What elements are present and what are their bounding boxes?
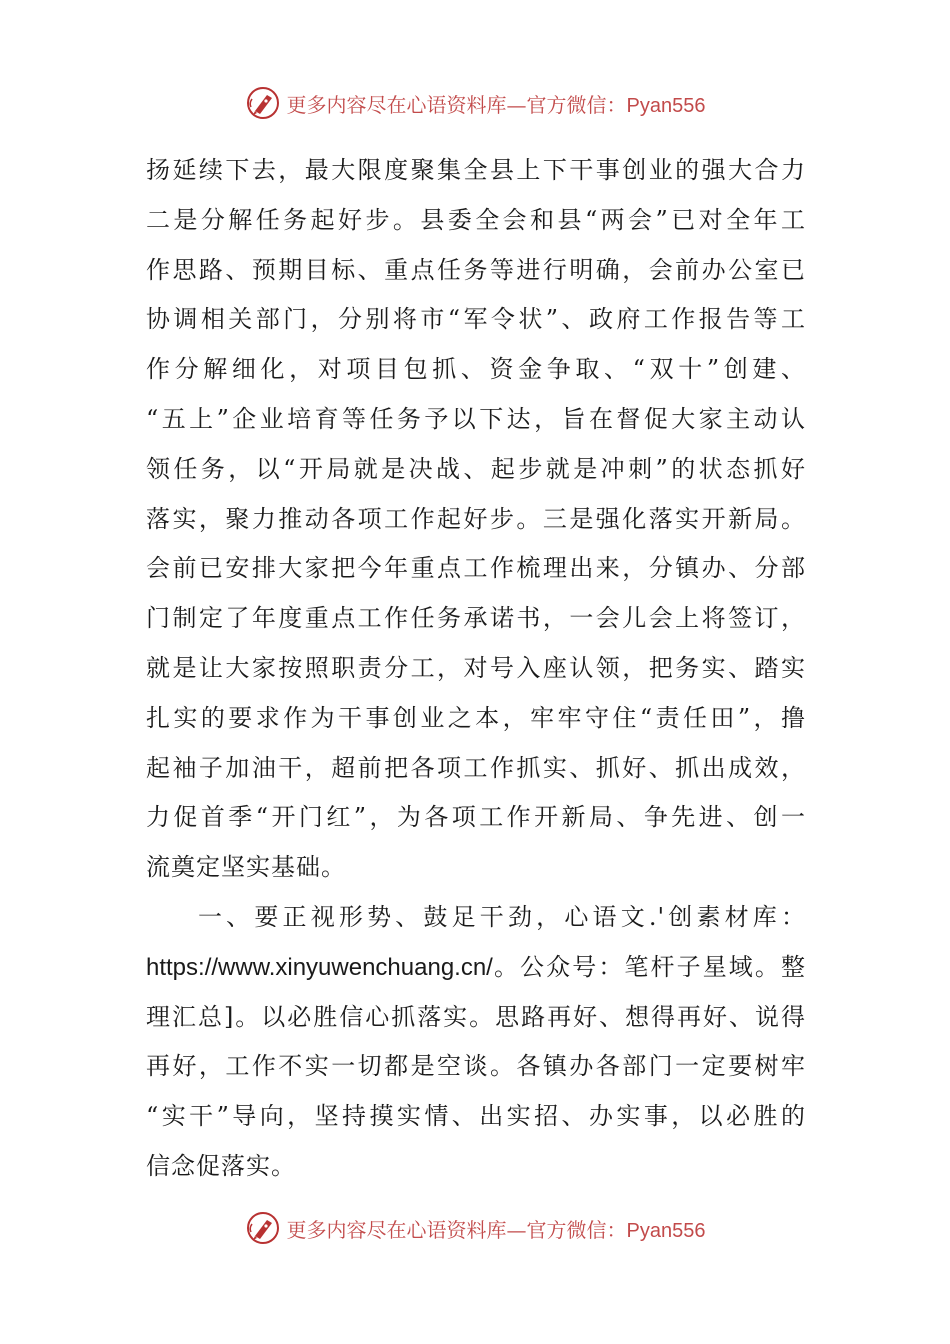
pen-nib-logo-icon	[245, 85, 281, 121]
body-line: 力促首季“开门红”，为各项工作开新局、争先进、创一	[146, 803, 806, 832]
footer-banner-label: 更多内容尽在心语资料库—官方微信：	[286, 1217, 627, 1242]
header-banner-text	[287, 89, 706, 118]
header-banner-label: 更多内容尽在心语资料库—官方微信：	[286, 92, 627, 117]
header-banner	[0, 83, 950, 123]
section-heading: 一、要正视形势、鼓足干劲，心语文.'创素材库：	[198, 902, 806, 931]
body-line: 就是让大家按照职责分工，对号入座认领，把务实、踏实	[146, 653, 806, 682]
body-line: 作分解细化，对项目包抓、资金争取、“双十”创建、	[146, 355, 806, 384]
body-line: 落实，聚力推动各项工作起好步。三是强化落实开新局。	[146, 504, 806, 533]
url-line	[146, 943, 806, 993]
footer-wechat-id: Pyan556	[626, 1219, 706, 1242]
footer-banner	[0, 1208, 950, 1248]
body-line: “五上”企业培育等任务予以下达，旨在督促大家主动认	[146, 404, 806, 433]
body-line: 扎实的要求作为干事创业之本，牢牢守住“责任田”，撸	[146, 703, 806, 732]
body-line: 扬延续下去，最大限度聚集全县上下干事创业的强大合力	[146, 156, 806, 184]
body-line: 流奠定坚实基础。	[146, 853, 346, 882]
body-line: 会前已安排大家把今年重点工作梳理出来，分镇办、分部	[146, 554, 806, 583]
section-line: “实干”导向，坚持摸实情、出实招、办实事，以必胜的	[146, 1102, 806, 1131]
url-line-rest: 。公众号：笔杆子星域。整	[492, 952, 806, 981]
header-wechat-id: Pyan556	[626, 94, 706, 117]
body-line: 领任务，以“开局就是决战、起步就是冲刺”的状态抓好	[146, 454, 806, 483]
body-line: 作思路、预期目标、重点任务等进行明确，会前办公室已	[146, 255, 806, 284]
body-line: 起袖子加油干，超前把各项工作抓实、抓好、抓出成效，	[146, 753, 806, 782]
body-line: 门制定了年度重点工作任务承诺书，一会儿会上将签订，	[146, 604, 806, 633]
document-body	[146, 146, 806, 1192]
section-line: 信念促落实。	[146, 1151, 296, 1180]
section-line: 理汇总]。以必胜信心抓落实。思路再好、想得再好、说得	[146, 1002, 806, 1031]
body-line: 二是分解任务起好步。县委全会和县“两会”已对全年工	[146, 205, 806, 234]
footer-banner-text	[287, 1214, 706, 1243]
pen-nib-logo-icon	[245, 1210, 281, 1246]
source-url: https://www.xinyuwenchuang.cn/	[146, 953, 493, 981]
section-line: 再好，工作不实一切都是空谈。各镇办各部门一定要树牢	[146, 1052, 806, 1081]
body-line: 协调相关部门，分别将市“军令状”、政府工作报告等工	[146, 305, 806, 334]
